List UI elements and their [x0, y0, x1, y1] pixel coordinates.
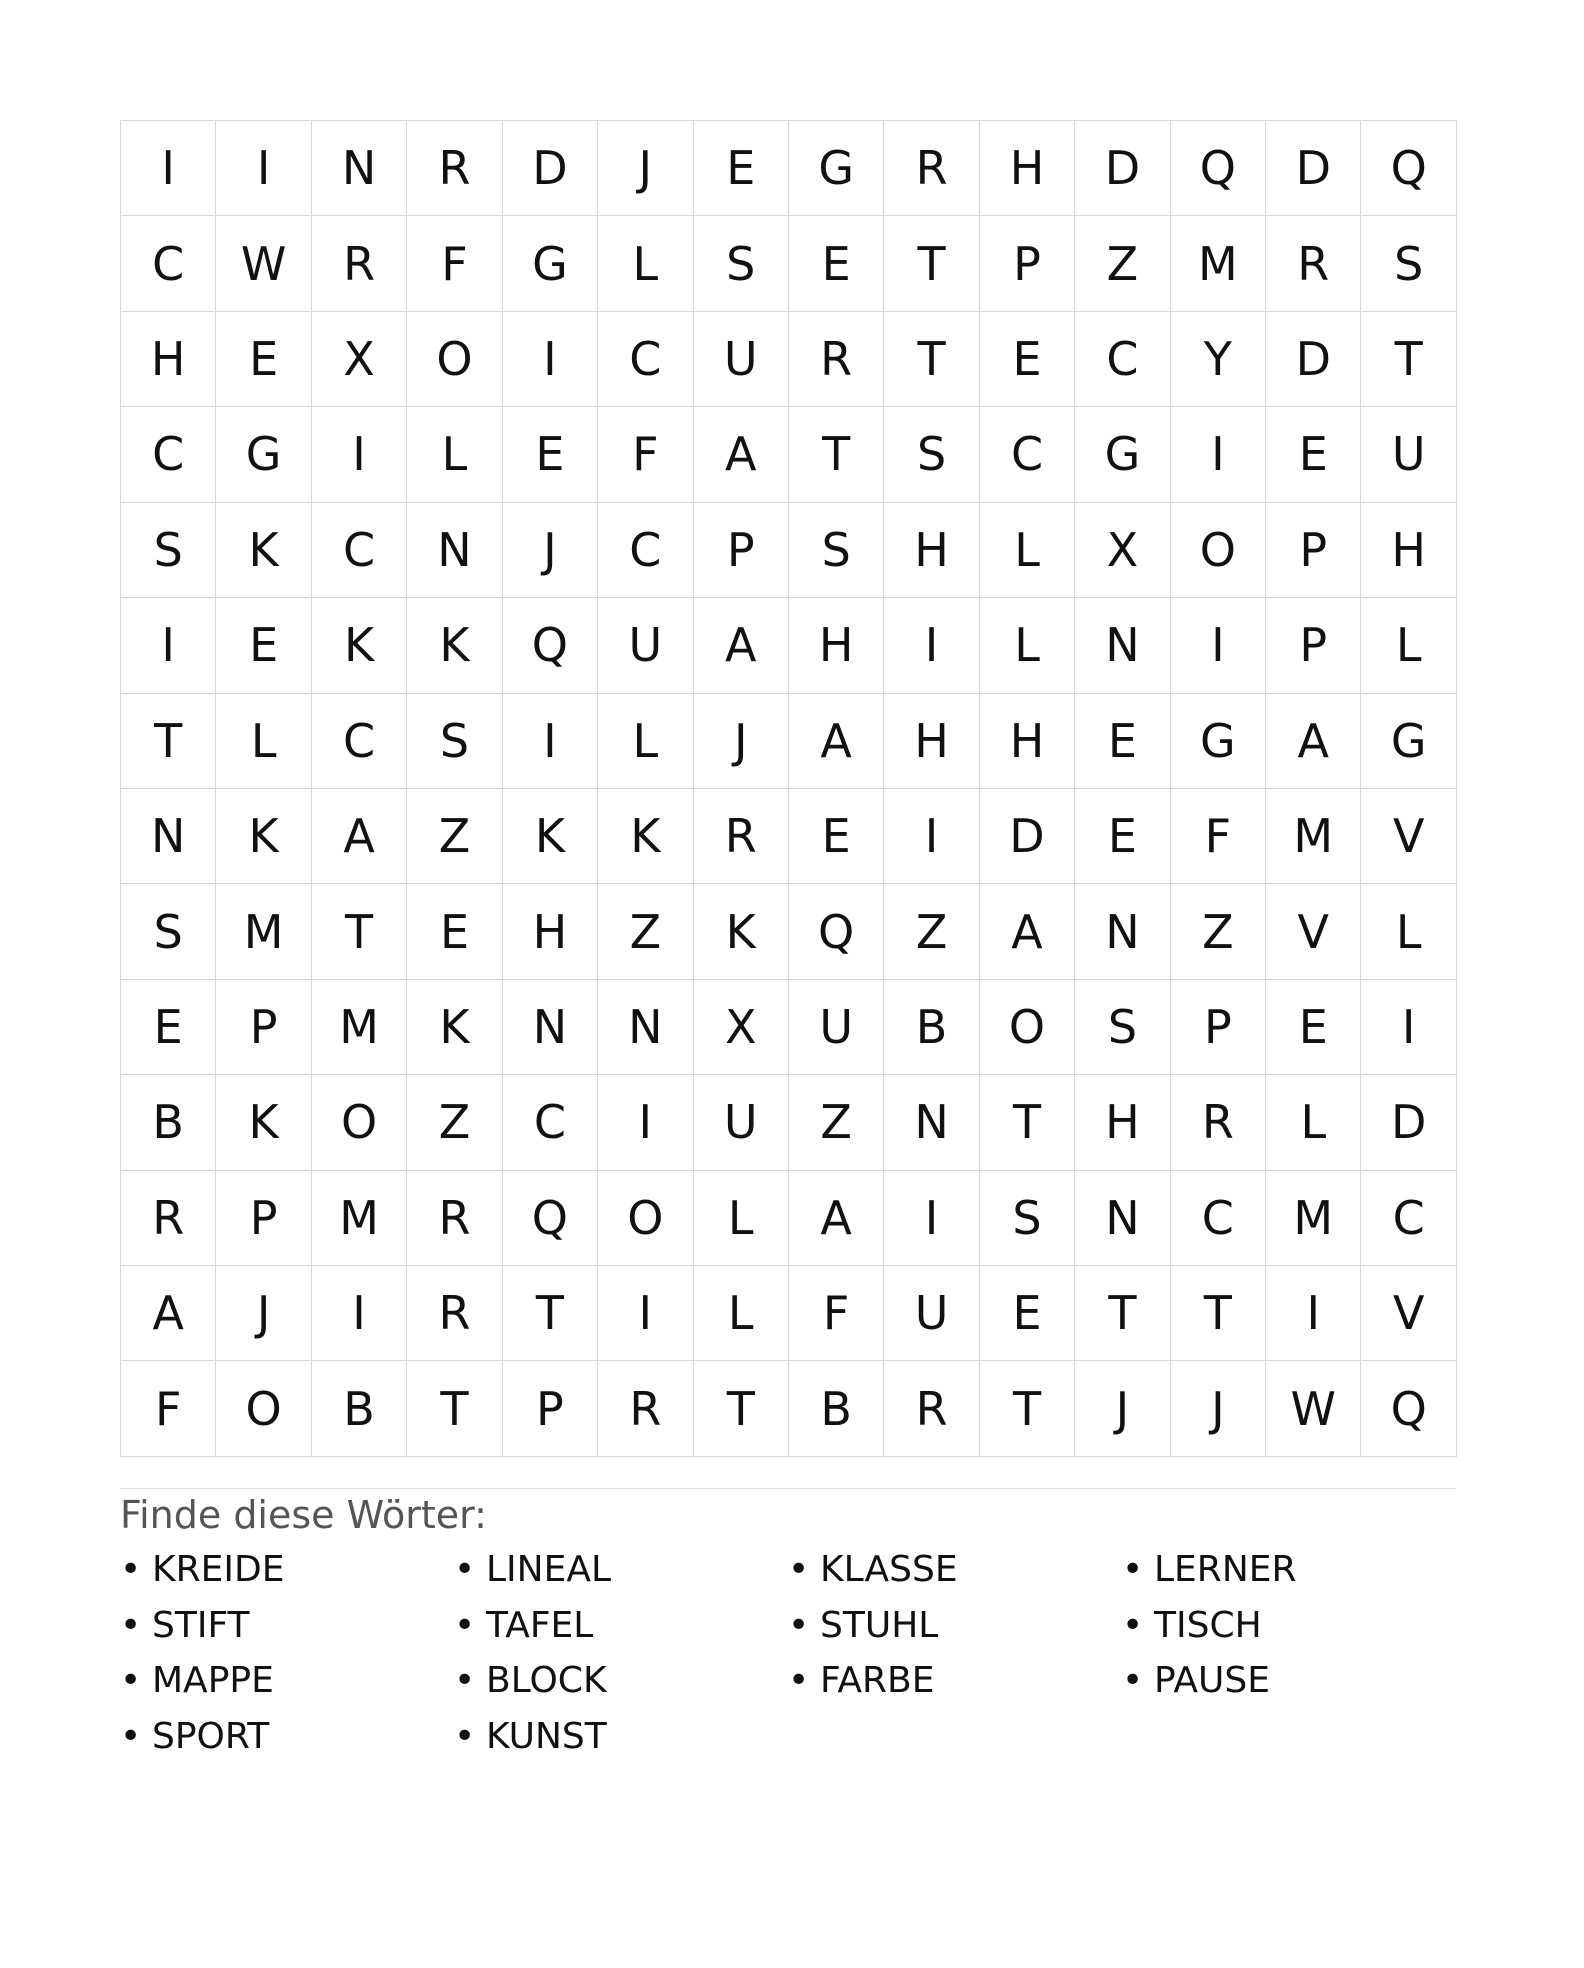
grid-cell[interactable]: O [1171, 503, 1266, 598]
grid-cell[interactable]: E [789, 216, 884, 311]
grid-cell[interactable]: I [503, 694, 598, 789]
word-list-item [788, 1659, 1122, 1715]
grid-cell[interactable]: K [694, 884, 789, 979]
grid-cell[interactable]: S [980, 1171, 1075, 1266]
grid-cell[interactable]: J [1171, 1361, 1266, 1456]
grid-cell[interactable]: Q [1171, 121, 1266, 216]
grid-cell[interactable]: R [598, 1361, 693, 1456]
grid-cell[interactable]: X [694, 980, 789, 1075]
grid-cell[interactable]: H [980, 694, 1075, 789]
grid-cell[interactable]: N [503, 980, 598, 1075]
grid-cell[interactable]: P [1266, 598, 1361, 693]
grid-cell[interactable]: R [407, 121, 502, 216]
bullet-icon: • [1122, 1660, 1144, 1701]
grid-cell[interactable]: Z [1075, 216, 1170, 311]
word-list-item [1122, 1604, 1456, 1660]
word-list-item [1122, 1659, 1456, 1715]
grid-cell[interactable]: B [121, 1075, 216, 1170]
grid-cell[interactable]: O [216, 1361, 311, 1456]
grid-cell[interactable]: M [312, 980, 407, 1075]
grid-cell[interactable]: N [1075, 1171, 1170, 1266]
grid-cell[interactable]: U [789, 980, 884, 1075]
grid-cell[interactable]: J [503, 503, 598, 598]
grid-cell[interactable]: P [503, 1361, 598, 1456]
grid-cell[interactable]: D [1361, 1075, 1456, 1170]
grid-cell[interactable]: R [407, 1266, 502, 1361]
word-label: LERNER [1154, 1549, 1297, 1590]
grid-cell[interactable]: X [1075, 503, 1170, 598]
grid-cell[interactable]: C [312, 503, 407, 598]
grid-cell[interactable]: E [789, 789, 884, 884]
grid-cell[interactable]: J [1075, 1361, 1170, 1456]
grid-cell[interactable]: I [312, 1266, 407, 1361]
grid-cell[interactable]: E [980, 312, 1075, 407]
grid-cell[interactable]: G [216, 407, 311, 502]
grid-cell[interactable]: U [694, 312, 789, 407]
grid-cell[interactable]: K [503, 789, 598, 884]
grid-cell[interactable]: E [1266, 407, 1361, 502]
grid-cell[interactable]: A [694, 407, 789, 502]
grid-cell[interactable]: A [1266, 694, 1361, 789]
grid-cell[interactable]: T [884, 312, 979, 407]
grid-cell[interactable]: Z [598, 884, 693, 979]
grid-cell[interactable]: Z [789, 1075, 884, 1170]
grid-cell[interactable]: R [694, 789, 789, 884]
grid-cell[interactable]: C [121, 216, 216, 311]
grid-cell[interactable]: C [598, 503, 693, 598]
bullet-icon: • [120, 1549, 142, 1590]
word-label: MAPPE [152, 1660, 274, 1701]
bullet-icon: • [1122, 1549, 1144, 1590]
grid-cell[interactable]: I [884, 789, 979, 884]
grid-cell[interactable]: P [1266, 503, 1361, 598]
grid-cell[interactable]: R [884, 121, 979, 216]
word-label: STUHL [820, 1604, 939, 1646]
grid-cell[interactable]: U [598, 598, 693, 693]
word-label: LINEAL [486, 1549, 612, 1590]
word-label: SPORT [152, 1715, 270, 1757]
grid-cell[interactable]: E [503, 407, 598, 502]
word-list [120, 1548, 1456, 1770]
grid-cell[interactable]: R [407, 1171, 502, 1266]
word-label: FARBE [820, 1660, 935, 1701]
grid-cell[interactable]: S [121, 884, 216, 979]
word-label: KREIDE [152, 1549, 285, 1590]
word-list-item [1122, 1548, 1456, 1604]
bullet-icon: • [788, 1549, 810, 1590]
grid-cell[interactable]: C [980, 407, 1075, 502]
word-label: TAFEL [486, 1604, 594, 1646]
grid-cell[interactable]: H [884, 694, 979, 789]
word-label: KUNST [486, 1715, 607, 1757]
word-list-item [120, 1659, 454, 1715]
grid-cell[interactable]: E [407, 884, 502, 979]
grid-cell[interactable]: O [407, 312, 502, 407]
grid-cell[interactable]: H [884, 503, 979, 598]
grid-cell[interactable]: T [1361, 312, 1456, 407]
bullet-icon: • [454, 1604, 476, 1646]
grid-cell[interactable]: A [789, 1171, 884, 1266]
grid-cell[interactable]: K [598, 789, 693, 884]
grid-cell[interactable]: D [1266, 121, 1361, 216]
grid-cell[interactable]: F [598, 407, 693, 502]
grid-cell[interactable]: C [1171, 1171, 1266, 1266]
grid-cell[interactable]: H [1361, 503, 1456, 598]
bullet-icon: • [454, 1660, 476, 1701]
grid-cell[interactable]: L [598, 216, 693, 311]
grid-cell[interactable]: I [503, 312, 598, 407]
grid-cell[interactable]: I [121, 121, 216, 216]
grid-cell[interactable]: D [980, 789, 1075, 884]
grid-cell[interactable]: N [1075, 598, 1170, 693]
grid-cell[interactable]: Q [1361, 121, 1456, 216]
grid-cell[interactable]: M [1266, 789, 1361, 884]
grid-cell[interactable]: B [789, 1361, 884, 1456]
grid-cell[interactable]: N [312, 121, 407, 216]
grid-cell[interactable]: H [980, 121, 1075, 216]
grid-cell[interactable]: L [1361, 884, 1456, 979]
grid-cell[interactable]: K [407, 598, 502, 693]
word-list-item [120, 1715, 454, 1771]
grid-cell[interactable]: U [1361, 407, 1456, 502]
word-label: TISCH [1154, 1604, 1262, 1646]
grid-cell[interactable]: L [216, 694, 311, 789]
grid-cell[interactable]: C [1361, 1171, 1456, 1266]
grid-cell[interactable]: J [598, 121, 693, 216]
grid-cell[interactable]: N [121, 789, 216, 884]
grid-cell[interactable]: S [789, 503, 884, 598]
grid-cell[interactable]: D [503, 121, 598, 216]
grid-cell[interactable]: G [1361, 694, 1456, 789]
grid-cell[interactable]: W [1266, 1361, 1361, 1456]
grid-cell[interactable]: P [216, 980, 311, 1075]
grid-cell[interactable]: R [1266, 216, 1361, 311]
word-label: BLOCK [486, 1660, 607, 1701]
word-label: PAUSE [1154, 1660, 1270, 1701]
grid-cell[interactable]: N [884, 1075, 979, 1170]
grid-cell[interactable]: I [312, 407, 407, 502]
grid-cell[interactable]: I [884, 598, 979, 693]
grid-cell[interactable]: T [789, 407, 884, 502]
word-list-item [788, 1548, 1122, 1604]
word-list-item [788, 1604, 1122, 1660]
grid-cell[interactable]: A [980, 884, 1075, 979]
grid-cell[interactable]: O [980, 980, 1075, 1075]
grid-cell[interactable]: C [312, 694, 407, 789]
grid-cell[interactable]: E [216, 312, 311, 407]
grid-cell[interactable]: Q [503, 598, 598, 693]
grid-cell[interactable]: I [216, 121, 311, 216]
grid-cell[interactable]: M [216, 884, 311, 979]
grid-cell[interactable]: L [694, 1266, 789, 1361]
grid-cell[interactable]: L [407, 407, 502, 502]
grid-cell[interactable]: T [980, 1361, 1075, 1456]
bullet-icon: • [454, 1715, 476, 1757]
word-list-item [454, 1604, 788, 1660]
grid-cell[interactable]: E [1075, 694, 1170, 789]
grid-cell[interactable]: V [1266, 884, 1361, 979]
grid-cell[interactable]: T [884, 216, 979, 311]
bullet-icon: • [1122, 1604, 1144, 1646]
bullet-icon: • [120, 1715, 142, 1757]
grid-cell[interactable]: C [598, 312, 693, 407]
grid-cell[interactable]: T [980, 1075, 1075, 1170]
grid-cell[interactable]: M [1171, 216, 1266, 311]
grid-cell[interactable]: G [1171, 694, 1266, 789]
grid-cell[interactable]: D [1266, 312, 1361, 407]
grid-cell[interactable]: T [694, 1361, 789, 1456]
grid-cell[interactable]: E [1266, 980, 1361, 1075]
grid-cell[interactable]: H [503, 884, 598, 979]
grid-cell[interactable]: L [694, 1171, 789, 1266]
grid-cell[interactable]: J [694, 694, 789, 789]
grid-cell[interactable]: U [884, 1266, 979, 1361]
grid-cell[interactable]: N [1075, 884, 1170, 979]
grid-cell[interactable]: T [503, 1266, 598, 1361]
grid-cell[interactable]: T [312, 884, 407, 979]
grid-cell[interactable]: P [1171, 980, 1266, 1075]
grid-cell[interactable]: Q [503, 1171, 598, 1266]
grid-cell[interactable]: H [1075, 1075, 1170, 1170]
grid-cell[interactable]: I [1361, 980, 1456, 1075]
grid-cell[interactable]: C [1075, 312, 1170, 407]
grid-cell[interactable]: L [598, 694, 693, 789]
grid-cell[interactable]: I [598, 1266, 693, 1361]
word-list-title: Finde diese Wörter: [120, 1493, 487, 1537]
grid-cell[interactable]: B [884, 980, 979, 1075]
grid-cell[interactable]: I [1171, 407, 1266, 502]
bullet-icon: • [454, 1549, 476, 1590]
grid-cell[interactable]: B [312, 1361, 407, 1456]
grid-cell[interactable]: K [216, 789, 311, 884]
grid-cell[interactable]: I [1171, 598, 1266, 693]
grid-cell[interactable]: O [598, 1171, 693, 1266]
letter-grid [120, 120, 1457, 1457]
divider [120, 1488, 1456, 1489]
grid-cell[interactable]: R [789, 312, 884, 407]
grid-cell[interactable]: T [1171, 1266, 1266, 1361]
grid-cell[interactable]: C [121, 407, 216, 502]
grid-cell[interactable]: M [1266, 1171, 1361, 1266]
word-list-item [454, 1548, 788, 1604]
word-search-puzzle [120, 120, 1456, 1457]
grid-cell[interactable]: E [216, 598, 311, 693]
grid-cell[interactable]: R [884, 1361, 979, 1456]
grid-cell[interactable]: C [503, 1075, 598, 1170]
bullet-icon: • [120, 1660, 142, 1701]
grid-cell[interactable]: E [1075, 789, 1170, 884]
grid-cell[interactable]: Z [1171, 884, 1266, 979]
grid-cell[interactable]: F [407, 216, 502, 311]
grid-cell[interactable]: F [1171, 789, 1266, 884]
grid-cell[interactable]: A [121, 1266, 216, 1361]
grid-cell[interactable]: L [1266, 1075, 1361, 1170]
grid-cell[interactable]: S [884, 407, 979, 502]
grid-cell[interactable]: Z [407, 789, 502, 884]
grid-cell[interactable]: G [503, 216, 598, 311]
grid-cell[interactable]: T [121, 694, 216, 789]
grid-cell[interactable]: F [121, 1361, 216, 1456]
grid-cell[interactable]: L [980, 598, 1075, 693]
grid-cell[interactable]: T [1075, 1266, 1170, 1361]
grid-cell[interactable]: G [789, 121, 884, 216]
grid-cell[interactable]: P [216, 1171, 311, 1266]
grid-cell[interactable]: E [980, 1266, 1075, 1361]
grid-cell[interactable]: E [694, 121, 789, 216]
grid-cell[interactable]: S [407, 694, 502, 789]
grid-cell[interactable]: K [216, 503, 311, 598]
grid-cell[interactable]: H [789, 598, 884, 693]
grid-cell[interactable]: N [598, 980, 693, 1075]
grid-cell[interactable]: Z [884, 884, 979, 979]
grid-cell[interactable]: X [312, 312, 407, 407]
grid-cell[interactable]: E [121, 980, 216, 1075]
word-label: KLASSE [820, 1549, 958, 1590]
grid-cell[interactable]: K [407, 980, 502, 1075]
grid-cell[interactable]: V [1361, 1266, 1456, 1361]
grid-cell[interactable]: Z [407, 1075, 502, 1170]
grid-cell[interactable]: U [694, 1075, 789, 1170]
grid-cell[interactable]: Q [1361, 1361, 1456, 1456]
grid-cell[interactable]: R [1171, 1075, 1266, 1170]
word-list-item [120, 1548, 454, 1604]
bullet-icon: • [120, 1604, 142, 1646]
grid-cell[interactable]: H [121, 312, 216, 407]
grid-cell[interactable]: V [1361, 789, 1456, 884]
grid-cell[interactable]: I [121, 598, 216, 693]
grid-cell[interactable]: A [789, 694, 884, 789]
grid-cell[interactable]: A [694, 598, 789, 693]
grid-cell[interactable]: L [980, 503, 1075, 598]
grid-cell[interactable]: S [1361, 216, 1456, 311]
grid-cell[interactable]: D [1075, 121, 1170, 216]
bullet-icon: • [788, 1660, 810, 1701]
grid-cell[interactable]: J [216, 1266, 311, 1361]
word-list-item [454, 1659, 788, 1715]
grid-cell[interactable]: K [312, 598, 407, 693]
grid-cell[interactable]: P [694, 503, 789, 598]
word-list-item [454, 1715, 788, 1771]
grid-cell[interactable]: P [980, 216, 1075, 311]
grid-cell[interactable]: S [1075, 980, 1170, 1075]
grid-cell[interactable]: I [598, 1075, 693, 1170]
grid-cell[interactable]: Q [789, 884, 884, 979]
grid-cell[interactable]: S [694, 216, 789, 311]
word-list-item [120, 1604, 454, 1660]
grid-cell[interactable]: I [1266, 1266, 1361, 1361]
grid-cell[interactable]: N [407, 503, 502, 598]
grid-cell[interactable]: K [216, 1075, 311, 1170]
grid-cell[interactable]: L [1361, 598, 1456, 693]
word-label: STIFT [152, 1604, 250, 1646]
grid-cell[interactable]: R [312, 216, 407, 311]
grid-cell[interactable]: W [216, 216, 311, 311]
grid-cell[interactable]: A [312, 789, 407, 884]
grid-cell[interactable]: O [312, 1075, 407, 1170]
grid-cell[interactable]: Y [1171, 312, 1266, 407]
grid-cell[interactable]: R [121, 1171, 216, 1266]
bullet-icon: • [788, 1604, 810, 1646]
grid-cell[interactable]: M [312, 1171, 407, 1266]
grid-cell[interactable]: T [407, 1361, 502, 1456]
grid-cell[interactable]: F [789, 1266, 884, 1361]
grid-cell[interactable]: S [121, 503, 216, 598]
grid-cell[interactable]: I [884, 1171, 979, 1266]
grid-cell[interactable]: G [1075, 407, 1170, 502]
